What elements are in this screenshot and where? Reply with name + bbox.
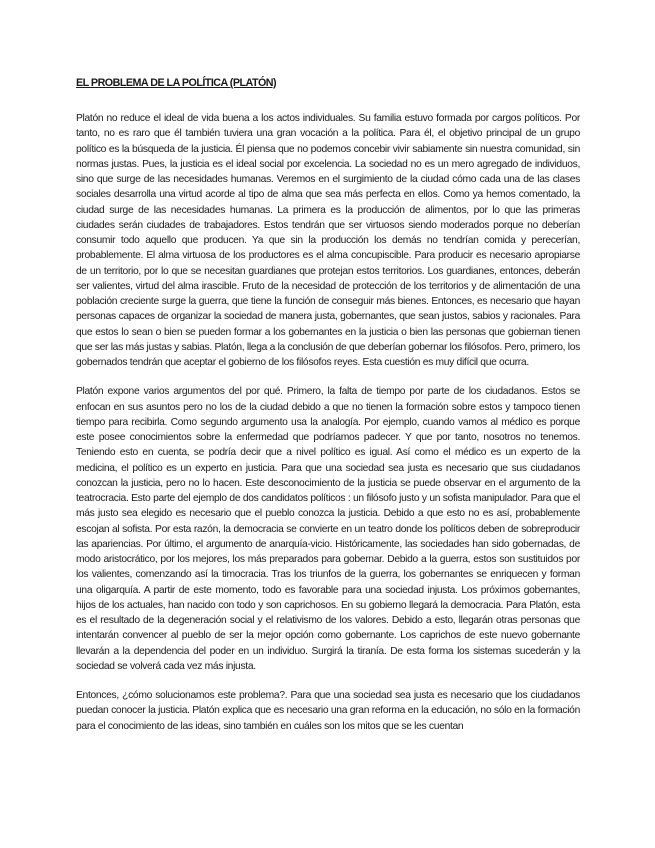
paragraph-2: Platón expone varios argumentos del por qué. Primero, la falta de tiempo por parte de los ciudadanos. Estos se enfocan en sus asuntos pero no los de la ciudad debido a que no tienen la formación sobre estos y tampoco tienen tiempo para recibirla. Como segundo argumento usa la analogía. Por ejemplo, cuando vamos al médico es porque este posee conocimientos sobre la enfermedad que podríamos padecer. Y que por tanto, nosotros no tenemos. Teniendo esto en cuenta, se podría decir que a nivel político es igual. Así como el médico es un experto de la medicina, el político es un experto en justicia. Para que una sociedad sea justa es necesario que sus ciudadanos conozcan la justicia, pero no lo hacen. Este desconocimiento de la justicia se puede observar en el argumento de la teatrocracia. Esto parte del ejemplo de dos candidatos políticos : un filósofo justo y un sofista manipulador. Para que el más justo sea elegido es necesario que el pueblo conozca la justicia. Debido a que esto no es así, probablemente escojan al sofista. Por esta razón, la democracia se convierte en un teatro donde los políticos deben de sobreproducir las apariencias. Por último, el argumento de anarquía-vicio. Históricamente, las sociedades han sido gobernadas, de modo aristocrático, por los mejores, los más preparados para gobernar. Debido a la guerra, estos son sustituidos por los valientes, comenzando así la timocracia. Tras los triunfos de la guerra, los gobernantes se enriquecen y forman una oligarquía. A partir de este momento, todo es favorable para una sociedad injusta. Los próximos gobernantes, hijos de los actuales, han nacido con todo y son caprichosos. En su gobierno llegará la democracia. Para Platón, esta es el resultado de la degeneración social y el relativismo de los valores. Debido a esto, llegarán otras personas que intentarán convencer al pueblo de ser la mejor opción como gobernante. Los caprichos de este nuevo gobernante llevarán a la dependencia del poder en un individuo. Surgirá la tiranía. De esta forma los sistemas sucederán y la sociedad se volverá cada vez más injusta. bbox=[76, 386, 580, 672]
paragraph-1: Platón no reduce el ideal de vida buena a los actos individuales. Su familia estuvo formada por cargos políticos. Por tanto, no es raro que él también tuviera una gran vocación a la política. Para él, el objetivo principal de un grupo político es la búsqueda de la justicia. Él piensa que no podemos concebir vivir sabiamente sin nuestra comunidad, sin normas justas. Pues, la justicia es el ideal social por excelencia. La sociedad no es un mero agregado de individuos, sino que surge de las necesidades humanas. Veremos en el surgimiento de la ciudad cómo cada una de las clases sociales desarrolla una virtud acorde al tipo de alma que sea más perfecta en ellos. Como ya hemos comentado, la ciudad surge de las necesidades humanas. La primera es la producción de alimentos, por lo que las primeras ciudades serán ciudades de trabajadores. Estos tendrán que ser virtuosos siendo moderados porque no deberían consumir todo aquello que producen. Ya que sin la producción los demás no tendrían comida y perecerían, probablemente. El alma virtuosa de los productores es el alma concupiscible. Para producir es necesario apropiarse de un territorio, por lo que se necesitan guardianes que protejan estos territorios. Los guardianes, entonces, deberán ser valientes, virtud del alma irascible. Fruto de la necesidad de protección de los territorios y de alimentación de una población creciente surge la guerra, que tiene la función de conseguir más bienes. Entonces, es necesario que hayan personas capaces de organizar la sociedad de manera justa, gobernantes, que sean justos, sabios y racionales. Para que estos lo sean o bien se pueden formar a los gobernantes en la justicia o bien las personas que gobiernan tienen que ser las más justas y sabias. Platón, llega a la conclusión de que deberían gobernar los filósofos. Pero, primero, los gobernados tendrán que aceptar el gobierno de los filósofos reyes. Esta cuestión es muy difícil que ocurra. bbox=[76, 113, 580, 368]
paragraph-3: Entonces, ¿cómo solucionamos este problema?. Para que una sociedad sea justa es necesario que los ciudadanos puedan conocer la justicia. Platón explica que es necesario una gran reforma en la educación, no sólo en la formación para el conocimiento de las ideas, sino también en cuáles son los mitos que se les cuentan bbox=[76, 690, 580, 732]
document-page bbox=[76, 76, 580, 734]
document-title: EL PROBLEMA DE LA POLÍTICA (PLATÓN) bbox=[76, 77, 277, 89]
